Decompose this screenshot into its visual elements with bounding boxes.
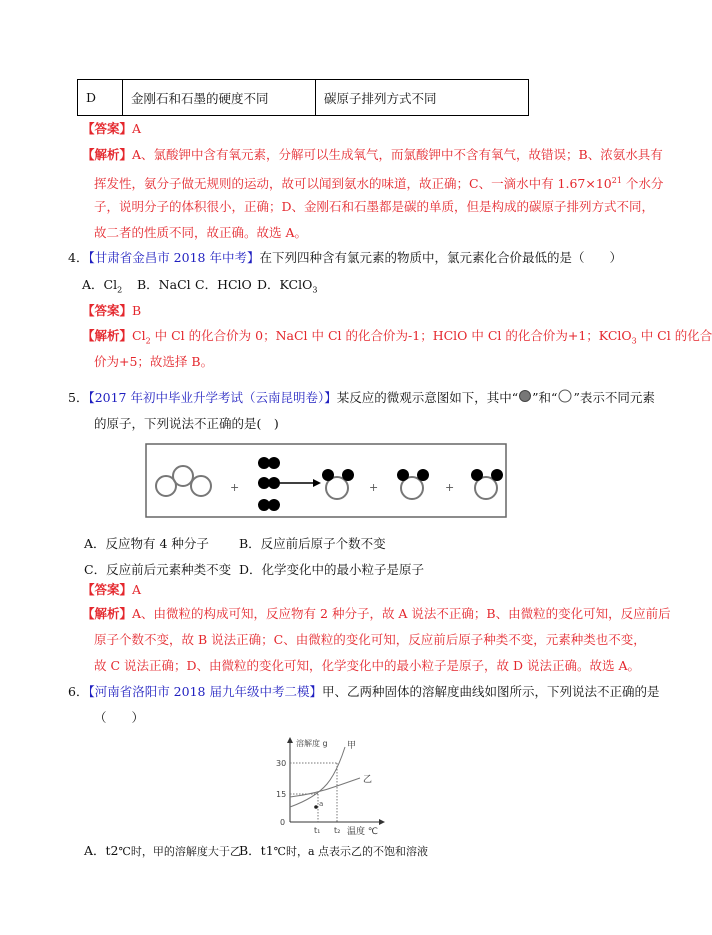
analysis-line bbox=[82, 147, 663, 163]
superscript: 21 bbox=[611, 176, 622, 185]
q5-options-row2 bbox=[84, 562, 424, 578]
point-label: a bbox=[319, 800, 324, 808]
option-b: B．反应前后原子个数不变 bbox=[239, 536, 386, 551]
answer-label: 【答案】 bbox=[82, 303, 133, 318]
x-tick: t₁ bbox=[314, 826, 321, 835]
q6-options bbox=[84, 843, 428, 860]
answer-table bbox=[77, 79, 529, 116]
question-source: 【甘肃省金昌市 2018 年中考】 bbox=[88, 250, 260, 265]
question-6: 6．【河南省洛阳市 2018 届九年级中考二模】甲、乙两种固体的溶解度曲线如图所示，下列说法不正确的是 bbox=[68, 684, 660, 699]
solubility-chart bbox=[275, 736, 405, 836]
analysis-label: 【解析】 bbox=[82, 328, 133, 343]
option-c: C．HClO bbox=[195, 277, 252, 292]
answer-label: 【答案】 bbox=[82, 121, 133, 136]
question-number: 4． bbox=[68, 250, 89, 265]
question-stem: 在下列四种含有氯元素的物质中，氯元素化合价最低的是（ ） bbox=[259, 250, 622, 265]
question-paren: （ ） bbox=[94, 710, 145, 725]
analysis-line: 原子个数不变，故 B 说法正确；C、由微粒的变化可知，反应前后原子种类不变，元素种类也不变， bbox=[94, 632, 646, 647]
analysis-line bbox=[94, 173, 663, 192]
question-source: 【河南省洛阳市 2018 届九年级中考二模】 bbox=[88, 684, 322, 699]
analysis-text: A、氯酸钾中含有氧元素，分解可以生成氧气，而氯酸钾中不含有氧气，故错误；B、浓氨水具有 bbox=[132, 147, 663, 162]
option-d: D．化学变化中的最小粒子是原子 bbox=[239, 562, 425, 577]
option-b: B．t1℃时，a 点表示乙的不饱和溶液 bbox=[239, 843, 429, 858]
question-stem: 的原子，下列说法不正确的是( ) bbox=[94, 416, 279, 431]
y-tick: 30 bbox=[276, 759, 287, 768]
y-axis-label: 溶解度 g bbox=[296, 739, 328, 748]
option-c: C．反应前后元素种类不变 bbox=[84, 562, 232, 577]
option-d: D．KClO$_3$ bbox=[257, 277, 318, 295]
table-cell: 金刚石和石墨的硬度不同 bbox=[123, 80, 316, 116]
analysis-line: 【解析】A、由微粒的构成可知，反应物有 2 种分子，故 A 说法不正确；B、由微粒的变化可知，反应前后 bbox=[82, 606, 671, 621]
answer-value: B bbox=[132, 303, 142, 318]
x-axis-label: 温度 ℃ bbox=[347, 827, 378, 837]
y-tick: 0 bbox=[280, 818, 286, 827]
svg-text:+: + bbox=[445, 481, 455, 494]
answer-line bbox=[82, 303, 141, 319]
q4-options bbox=[82, 277, 317, 299]
answer-line bbox=[82, 121, 141, 137]
analysis-line: 价为+5；故选择 B。 bbox=[94, 354, 214, 369]
analysis-text: 个水分 bbox=[621, 176, 664, 192]
analysis-line: 故 C 说法正确；D、由微粒的变化可知，化学变化中的最小粒子是原子，故 D 说法正确。故选 A。 bbox=[94, 658, 641, 673]
table-row bbox=[78, 80, 529, 116]
svg-text:+: + bbox=[369, 481, 379, 494]
answer-value: A bbox=[132, 121, 142, 136]
point-a bbox=[314, 805, 318, 809]
analysis-line: 【解析】$Cl_2$ 中 Cl 的化合价为 0；NaCl 中 Cl 的化合价为-1；HClO 中 Cl 的化合价为+1；KClO$_3$ 中 Cl 的化合 bbox=[82, 328, 712, 346]
reaction-diagram bbox=[145, 443, 507, 518]
analysis-text: 子，说明分子的体积很小，正确；D、金刚石和石墨都是碳的单质，但是构成的碳原子排列方式不同， bbox=[94, 199, 655, 214]
option-a: A．t2℃时，甲的溶解度大于乙 bbox=[84, 843, 241, 858]
question-source: 【2017 年初中毕业升学考试（云南昆明卷）】 bbox=[88, 390, 337, 405]
table-cell: D bbox=[78, 80, 123, 116]
analysis-text: 挥发性，氨分子做无规则的运动，故可以闻到氨水的味道，故正确；C、一滴水中有 1.67×10 bbox=[94, 176, 612, 192]
analysis-label: 【解析】 bbox=[82, 147, 133, 162]
y-tick: 15 bbox=[276, 790, 287, 799]
analysis-line bbox=[94, 225, 307, 241]
reactant-molecule-2 bbox=[258, 457, 280, 511]
option-a: A．反应物有 4 种分子 bbox=[84, 536, 209, 551]
plus-sign: + bbox=[230, 481, 240, 494]
analysis-line bbox=[94, 199, 654, 215]
question-5: 5．【2017 年初中毕业升学考试（云南昆明卷）】某反应的微观示意图如下，其中“ ”和“ ”表示不同元素 bbox=[68, 390, 655, 405]
option-b: B．NaCl bbox=[137, 277, 191, 292]
series-label: 乙 bbox=[363, 775, 373, 785]
table-cell: 碳原子排列方式不同 bbox=[316, 80, 529, 116]
answer-line: 【答案】A bbox=[82, 582, 142, 597]
question-4 bbox=[68, 250, 622, 266]
gray-atom-icon bbox=[518, 390, 532, 402]
option-a: A．$Cl_2$ bbox=[82, 277, 123, 295]
white-atom-icon bbox=[557, 390, 573, 402]
analysis-text: 故二者的性质不同，故正确。故选 A。 bbox=[94, 225, 308, 240]
q5-options-row1 bbox=[84, 536, 386, 552]
x-tick: t₂ bbox=[334, 826, 341, 835]
series-label: 甲 bbox=[347, 741, 357, 751]
